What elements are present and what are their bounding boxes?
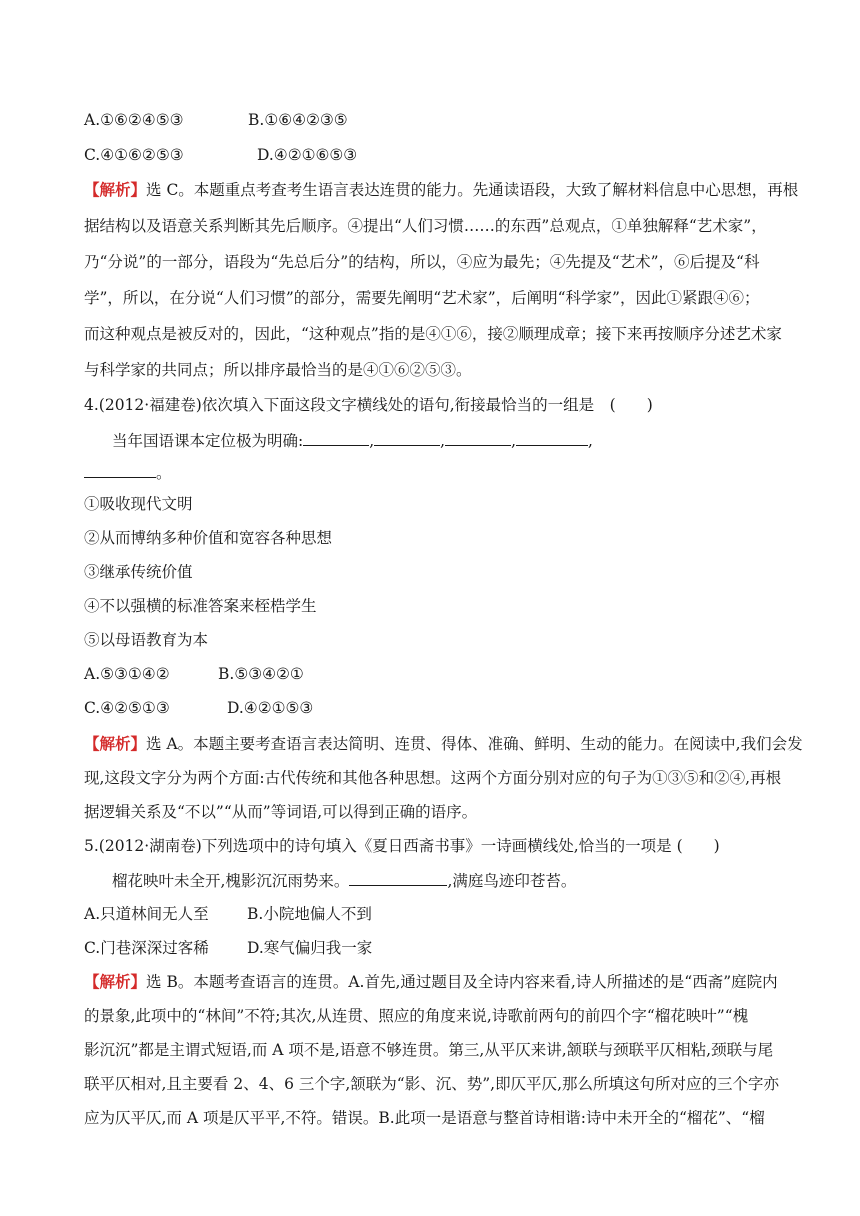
q5-analysis-line: 的景象,此项中的“林间”不符;其次,从连贯、照应的角度来说,诗歌前两句的前四个字“榴花映叶”“槐	[84, 1007, 749, 1025]
q4-passage-end	[84, 462, 172, 483]
q5-poem-before: 榴花映叶未全开,槐影沉沉雨势来。	[112, 872, 350, 890]
analysis-tag: 【解析】	[84, 180, 147, 199]
q4-passage: 当年国语课本定位极为明确: , , , ,	[112, 432, 593, 450]
q5-stem: 5.(2012·湖南卷)下列选项中的诗句填入《夏日西斋书事》一诗画横线处,恰当的一项是 ( )	[84, 837, 720, 855]
q3-option-c: C.④①⑥②⑤③	[84, 146, 184, 164]
analysis-text: 选 C。本题重点考查考生语言表达连贯的能力。先通读语段，大致了解材料信息中心思想，再根	[146, 181, 799, 199]
q5-analysis-line: 影沉沉”都是主谓式短语,而 A 项不是,语意不够连贯。第三,从平仄来讲,颔联与颈联平仄相粘,颈联与尾	[84, 1041, 774, 1059]
analysis-text: 选 A。本题主要考查语言表达简明、连贯、得体、准确、鲜明、生动的能力。在阅读中,我们会发	[146, 735, 803, 753]
analysis-tag: 【解析】	[84, 734, 147, 753]
q4-item: ④不以强横的标准答案来桎梏学生	[84, 597, 317, 615]
q3-analysis-line: 而这种观点是被反对的，因此，“这种观点”指的是④①⑥，接②顺理成章；接下来再按顺序分述艺术家	[84, 325, 782, 343]
q3-analysis-line: 乃“分说”的一部分，语段为“先总后分”的结构，所以，④应为最先；④先提及“艺术”，⑥后提及“科	[84, 253, 760, 271]
q4-item: ①吸收现代文明	[84, 495, 193, 513]
q4-analysis-line	[84, 734, 803, 754]
q5-poem	[112, 870, 576, 891]
q4-passage-lead: 当年国语课本定位极为明确:	[112, 432, 304, 450]
q4-analysis-line: 据逻辑关系及“不以”“从而”等词语,可以得到正确的语序。	[84, 803, 478, 821]
blank-line	[445, 430, 511, 446]
q4-item: ②从而博纳多种价值和宽容各种思想	[84, 529, 333, 547]
q5-analysis-line: 应为仄平仄,而 A 项是仄平平,不符。错误。B.此项一是语意与整首诗相谐:诗中未开全的“榴花”、“榴	[84, 1109, 765, 1127]
q5-option-c: C.门巷深深过客稀	[84, 939, 209, 957]
q3-option-b: B.①⑥④②③⑤	[248, 111, 348, 129]
q5-poem-after: ,满庭鸟迹印苍苔。	[447, 872, 577, 890]
q4-option-c: C.④②⑤①③	[84, 699, 170, 717]
q4-option-a: A.⑤③①④②	[84, 665, 170, 683]
q3-analysis-line	[84, 180, 798, 200]
q4-analysis-line: 现,这段文字分为两个方面:古代传统和其他各种思想。这两个方面分别对应的句子为①③⑤和②④,再根	[84, 769, 782, 787]
period: 。	[156, 464, 172, 482]
blank-line	[84, 462, 156, 478]
blank-line	[374, 430, 440, 446]
q4-option-b: B.⑤③④②①	[218, 665, 304, 683]
q3-option-a: A.①⑥②④⑤③	[84, 111, 184, 129]
blank-line	[349, 870, 447, 886]
analysis-text: 选 B。本题考查语言的连贯。A.首先,通过题目及全诗内容来看,诗人所描述的是“西斋”庭院内	[146, 973, 778, 991]
q3-analysis-line: 与科学家的共同点；所以排序最恰当的是④①⑥②⑤③。	[84, 361, 472, 379]
q3-analysis-line: 据结构以及语意关系判断其先后顺序。④提出“人们习惯……的东西”总观点，①单独解释“艺术家”，	[84, 217, 767, 235]
q4-stem: 4.(2012·福建卷)依次填入下面这段文字横线处的语句,衔接最恰当的一组是 ( )	[84, 396, 653, 414]
blank-line	[516, 430, 588, 446]
q5-option-a: A.只道林间无人至	[84, 905, 209, 923]
q5-option-b: B.小院地偏人不到	[247, 905, 372, 923]
q3-option-d: D.④②①⑥⑤③	[257, 146, 358, 164]
blank-line	[303, 430, 369, 446]
q4-item: ⑤以母语教育为本	[84, 631, 209, 649]
q4-item: ③继承传统价值	[84, 563, 193, 581]
q4-option-d: D.④②①⑤③	[227, 699, 314, 717]
q3-analysis-line: 学”，所以，在分说“人们习惯”的部分，需要先阐明“艺术家”，后阐明“科学家”，因此①紧跟④⑥；	[84, 289, 760, 307]
q5-analysis-line	[84, 972, 778, 992]
q5-analysis-line: 联平仄相对,且主要看 2、4、6 三个字,颔联为“影、沉、势”,即仄平仄,那么所填这句所对应的三个字亦	[84, 1075, 779, 1093]
analysis-tag: 【解析】	[84, 972, 147, 991]
q5-option-d: D.寒气偏归我一家	[247, 939, 373, 957]
